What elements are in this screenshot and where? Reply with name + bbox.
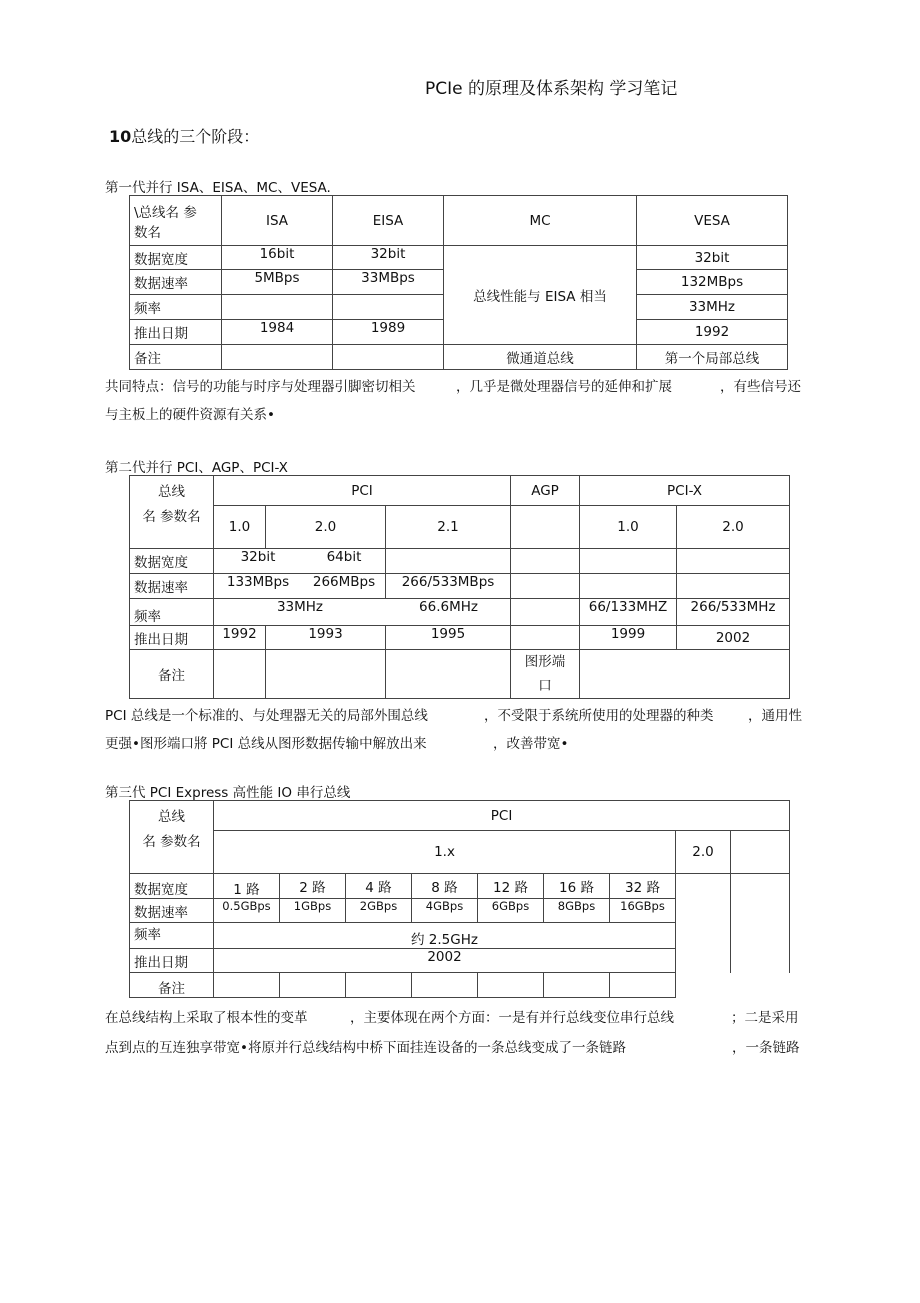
table-cell: 1992 xyxy=(637,320,788,345)
version-cell: 2.0 xyxy=(676,831,731,874)
table-cell: 微通道总线 xyxy=(444,345,637,370)
lane-cell: 32 路 xyxy=(610,874,676,899)
row-label: 数据宽度 xyxy=(130,874,214,899)
table-cell xyxy=(676,874,731,973)
version-cell: 2.1 xyxy=(386,506,511,549)
header-corner-cell: 总线 名 参数名 xyxy=(130,801,214,874)
col-group-pcix: PCI-X xyxy=(580,476,790,506)
table-cell: 5MBps xyxy=(222,270,333,295)
rate-cell: 0.5GBps xyxy=(214,899,280,923)
lane-cell: 16 路 xyxy=(544,874,610,899)
row-label: 推出日期 xyxy=(130,949,214,973)
table-cell xyxy=(222,345,333,370)
table-row xyxy=(130,549,790,574)
row-label: 数据速率 xyxy=(130,899,214,923)
rate-cell: 16GBps xyxy=(610,899,676,923)
mc-merged-cell: 总线性能与 EISA 相当 xyxy=(444,246,637,345)
table-row xyxy=(130,574,790,599)
gen2-table xyxy=(129,475,790,699)
table-cell: 132MBps xyxy=(637,270,788,295)
table-cell xyxy=(511,549,580,574)
table-cell xyxy=(511,626,580,650)
table-row xyxy=(130,650,790,699)
table-row xyxy=(130,345,788,370)
table-cell xyxy=(677,549,790,574)
row-label: 推出日期 xyxy=(130,320,222,345)
table-cell: 1984 xyxy=(222,320,333,345)
table-row xyxy=(130,973,790,998)
version-cell: 1.0 xyxy=(580,506,677,549)
row-label: 数据宽度 xyxy=(130,246,222,270)
table-cell: 266/533MHz xyxy=(677,599,790,626)
rate-cell: 1GBps xyxy=(280,899,346,923)
table-cell xyxy=(214,650,266,699)
lane-cell: 1 路 xyxy=(214,874,280,899)
table-cell xyxy=(478,973,544,998)
section-heading-number: 10 xyxy=(109,127,132,146)
table-cell: 2002 xyxy=(214,949,676,973)
rate-cell: 2GBps xyxy=(346,899,412,923)
document-title: PCIe 的原理及体系架构 学习笔记 xyxy=(425,79,678,99)
lane-cell: 8 路 xyxy=(412,874,478,899)
row-label: 频率 xyxy=(130,923,214,949)
version-cell xyxy=(511,506,580,549)
table-cell: 1999 xyxy=(580,626,677,650)
header-corner-cell: \总线名 参 数名 xyxy=(130,196,222,246)
col-group-pci: PCI xyxy=(214,476,511,506)
row-label: 数据速率 xyxy=(130,270,222,295)
table-row xyxy=(130,196,788,246)
gen1-table xyxy=(129,195,788,370)
gen2-caption: 第二代并行 PCI、AGP、PCI-X xyxy=(105,460,288,476)
table-cell xyxy=(580,650,790,699)
table-cell xyxy=(386,549,511,574)
header-corner-cell: 总线 名 参数名 xyxy=(130,476,214,549)
row-label: 数据速率 xyxy=(130,574,214,599)
col-header-eisa: EISA xyxy=(333,196,444,246)
rate-cell: 6GBps xyxy=(478,899,544,923)
row-label: 频率 xyxy=(130,599,214,626)
version-cell: 2.0 xyxy=(266,506,386,549)
table-cell xyxy=(412,973,478,998)
table-cell xyxy=(386,650,511,699)
table-cell xyxy=(214,973,280,998)
version-cell xyxy=(731,831,790,874)
row-label: 备注 xyxy=(130,650,214,699)
table-cell: 1989 xyxy=(333,320,444,345)
section-heading-text: 总线的三个阶段： xyxy=(131,127,260,146)
table-row xyxy=(130,874,790,899)
table-cell: 2002 xyxy=(677,626,790,650)
gen1-caption: 第一代并行 ISA、EISA、MC、VESA. xyxy=(105,180,331,196)
table-cell: 33MHz xyxy=(637,295,788,320)
row-label: 推出日期 xyxy=(130,626,214,650)
table-cell: 266/533MBps xyxy=(386,574,511,599)
table-cell xyxy=(677,574,790,599)
table-cell xyxy=(333,295,444,320)
table-cell: 33MBps xyxy=(333,270,444,295)
table-cell xyxy=(346,973,412,998)
table-row xyxy=(130,626,790,650)
table-cell xyxy=(333,345,444,370)
table-cell xyxy=(580,549,677,574)
version-cell: 1.x xyxy=(214,831,676,874)
table-cell: 33MHz 66.6MHz xyxy=(214,599,511,626)
table-cell xyxy=(511,599,580,626)
table-cell: 66/133MHZ xyxy=(580,599,677,626)
table-cell: 16bit xyxy=(222,246,333,270)
table-cell xyxy=(544,973,610,998)
table-cell xyxy=(511,574,580,599)
section-heading xyxy=(109,124,259,147)
table-row xyxy=(130,246,788,270)
col-header-vesa: VESA xyxy=(637,196,788,246)
table-row xyxy=(130,599,790,626)
table-cell xyxy=(731,973,790,998)
lane-cell: 4 路 xyxy=(346,874,412,899)
row-label: 频率 xyxy=(130,295,222,320)
table-cell: 约 2.5GHz xyxy=(214,923,676,949)
table-cell xyxy=(676,973,731,998)
version-cell: 1.0 xyxy=(214,506,266,549)
table-cell: 1992 xyxy=(214,626,266,650)
table-row xyxy=(130,506,790,549)
table-cell: 1995 xyxy=(386,626,511,650)
col-group-pci: PCI xyxy=(214,801,790,831)
row-label: 备注 xyxy=(130,973,214,998)
table-cell xyxy=(266,650,386,699)
table-cell: 32bit 64bit xyxy=(214,549,386,574)
table-cell xyxy=(222,295,333,320)
table-cell: 32bit xyxy=(637,246,788,270)
table-row xyxy=(130,476,790,506)
col-header-isa: ISA xyxy=(222,196,333,246)
rate-cell: 8GBps xyxy=(544,899,610,923)
rate-cell: 4GBps xyxy=(412,899,478,923)
table-cell: 1993 xyxy=(266,626,386,650)
table-row xyxy=(130,831,790,874)
col-group-agp: AGP xyxy=(511,476,580,506)
row-label: 备注 xyxy=(130,345,222,370)
table-cell: 32bit xyxy=(333,246,444,270)
lane-cell: 12 路 xyxy=(478,874,544,899)
table-cell xyxy=(610,973,676,998)
col-header-mc: MC xyxy=(444,196,637,246)
table-cell xyxy=(280,973,346,998)
table-row xyxy=(130,801,790,831)
row-label: 数据宽度 xyxy=(130,549,214,574)
version-cell: 2.0 xyxy=(677,506,790,549)
gen3-caption: 第三代 PCI Express 高性能 IO 串行总线 xyxy=(105,785,351,801)
gen3-table xyxy=(129,800,790,998)
agp-note-cell: 图形端 口 xyxy=(511,650,580,699)
lane-cell: 2 路 xyxy=(280,874,346,899)
table-cell xyxy=(580,574,677,599)
table-cell: 133MBps 266MBps xyxy=(214,574,386,599)
table-cell xyxy=(731,874,790,973)
table-cell: 第一个局部总线 xyxy=(637,345,788,370)
